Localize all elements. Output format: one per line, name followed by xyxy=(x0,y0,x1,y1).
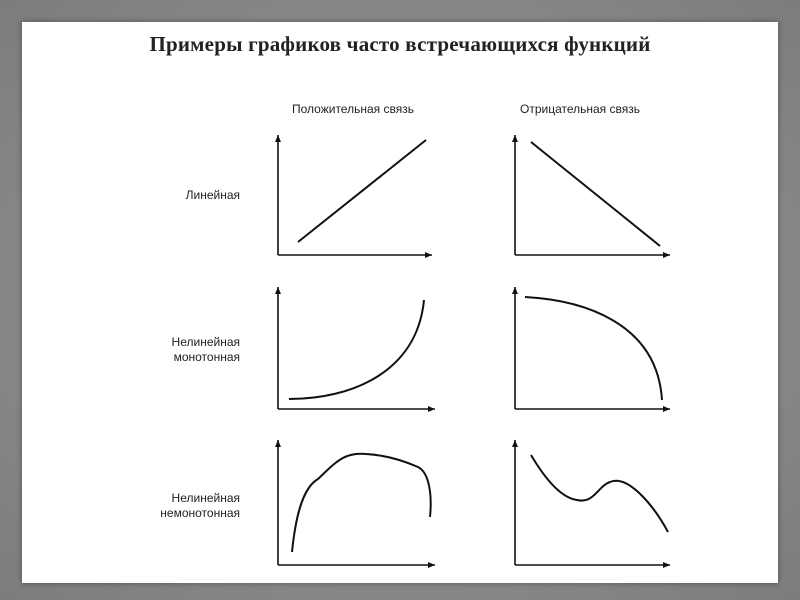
plot-linear-negative xyxy=(515,135,670,255)
curve xyxy=(531,142,660,246)
curve xyxy=(298,140,426,242)
plot-nonlinear-monotonic-negative xyxy=(515,287,670,409)
curve xyxy=(525,297,662,400)
function-plots xyxy=(22,22,778,583)
curve xyxy=(531,455,668,532)
plot-linear-positive xyxy=(278,135,432,255)
slide-title: Примеры графиков часто встречающихся функций xyxy=(149,32,651,56)
row-label-linear: Линейная xyxy=(185,188,240,202)
row-label-nonlinear-nonmonotonic: Нелинейная немонотонная xyxy=(160,491,240,520)
column-header-negative: Отрицательная связь xyxy=(520,102,641,116)
plot-nonlinear-monotonic-positive xyxy=(278,287,435,409)
column-header-positive: Положительная связь xyxy=(292,102,414,116)
curve xyxy=(292,454,431,552)
plot-nonlinear-nonmonotonic-negative xyxy=(515,440,670,565)
curve xyxy=(289,300,424,399)
slide xyxy=(22,22,778,583)
row-label-nonlinear-monotonic: Нелинейная монотонная xyxy=(171,335,240,364)
plot-nonlinear-nonmonotonic-positive xyxy=(278,440,435,565)
